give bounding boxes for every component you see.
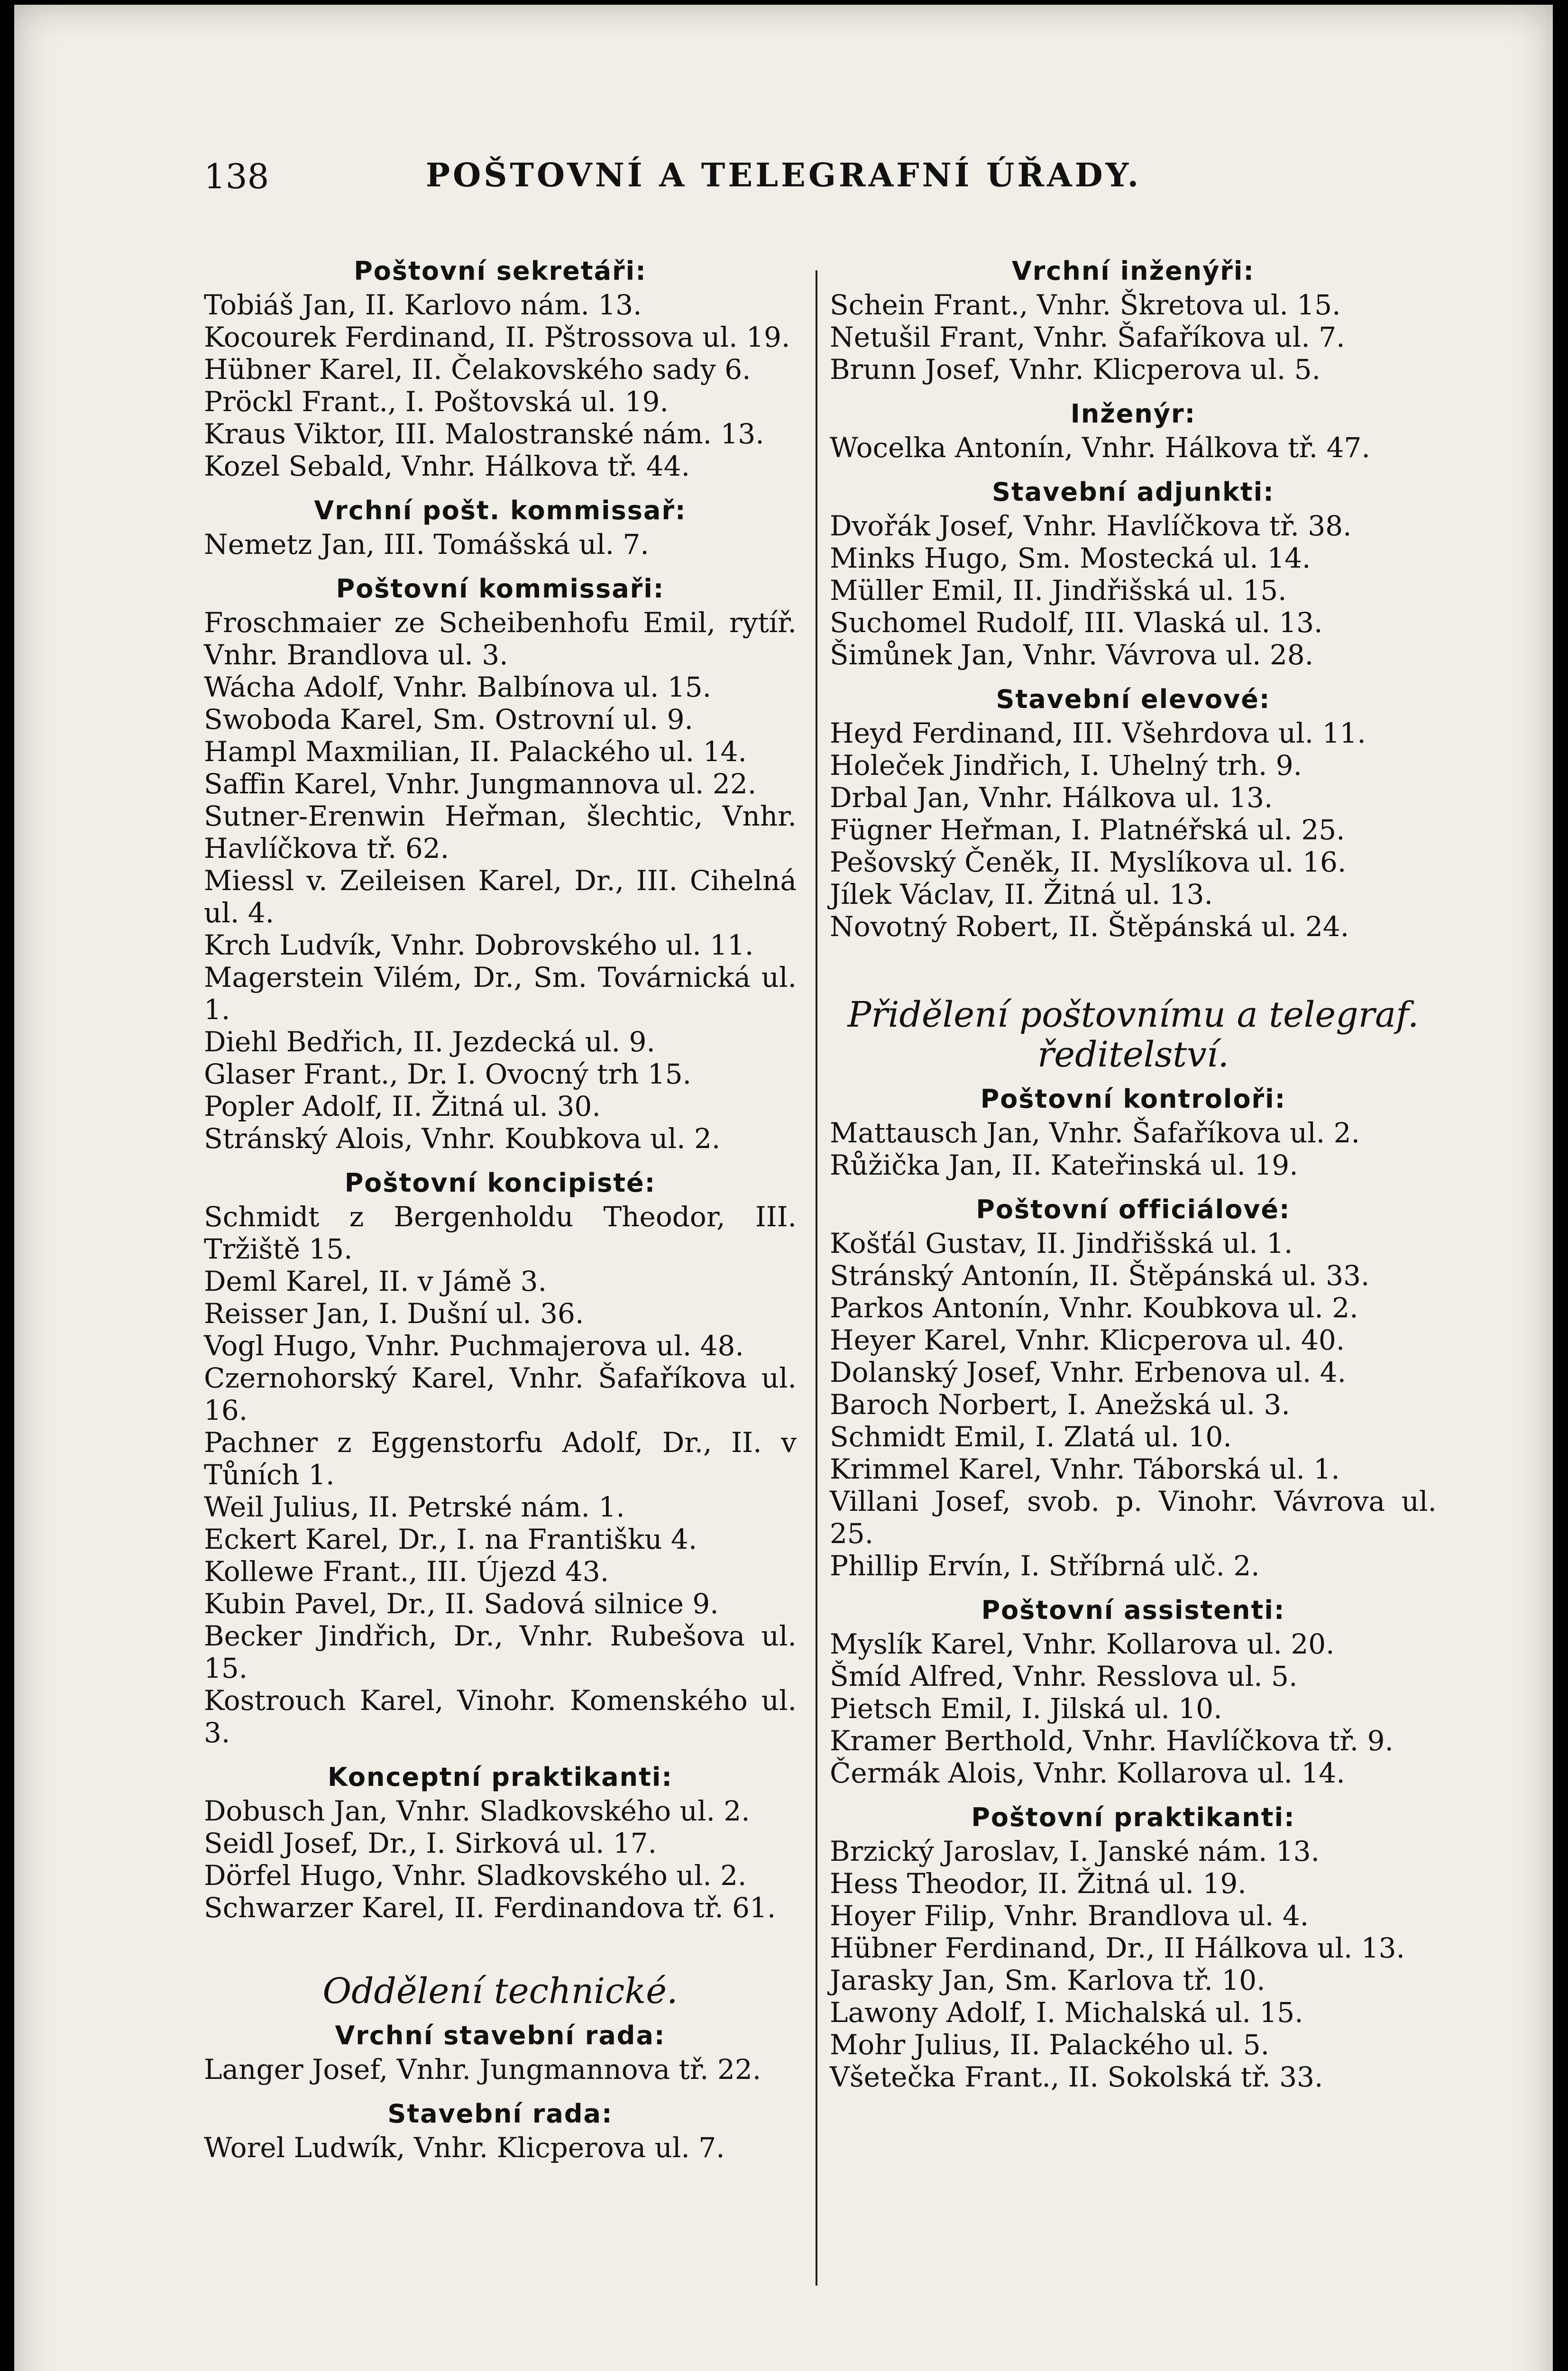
list-item: Lawony Adolf, I. Michalská ul. 15. xyxy=(830,1996,1303,2029)
list-item: Kocourek Ferdinand, II. Pštrossova ul. 19. xyxy=(204,321,790,353)
list-item: Wocelka Antonín, Vnhr. Hálkova tř. 47. xyxy=(830,432,1370,464)
section-heading-directorate: Přidělení poštovnímu a telegraf. ředitelství. xyxy=(847,994,1419,1075)
list-item: Růžička Jan, II. Kateřinská ul. 19. xyxy=(830,1149,1298,1181)
list-item: Fügner Heřman, I. Platnéřská ul. 25. xyxy=(830,814,1345,846)
list-item: Jarasky Jan, Sm. Karlova tř. 10. xyxy=(830,1964,1265,1996)
section-title: Inženýr: xyxy=(1070,399,1196,429)
section-heading-technical: Oddělení technické. xyxy=(322,1971,678,2012)
list-item: Swoboda Karel, Sm. Ostrovní ul. 9. xyxy=(204,703,693,735)
list-item: Stránský Alois, Vnhr. Koubkova ul. 2. xyxy=(204,1122,721,1155)
list-item: Magerstein Vilém, Dr., Sm. Továrnická ul. 1. xyxy=(204,961,797,1026)
list-item: Schein Frant., Vnhr. Škretova ul. 15. xyxy=(830,289,1341,321)
section-title: Stavební adjunkti: xyxy=(992,477,1275,507)
page-header xyxy=(14,156,1553,209)
list-item: Reisser Jan, I. Dušní ul. 36. xyxy=(204,1297,584,1330)
staff-section xyxy=(204,2021,797,2086)
list-item: Holeček Jindřich, I. Uhelný trh. 9. xyxy=(830,749,1302,781)
list-item: Čermák Alois, Vnhr. Kollarova ul. 14. xyxy=(830,1757,1345,1789)
list-item: Pröckl Frant., I. Poštovská ul. 19. xyxy=(204,386,669,418)
list-item: Nemetz Jan, III. Tomášská ul. 7. xyxy=(204,528,649,561)
section-title: Vrchní stavební rada: xyxy=(335,2021,666,2050)
list-item: Wácha Adolf, Vnhr. Balbínova ul. 15. xyxy=(204,671,712,703)
list-item: Hoyer Filip, Vnhr. Brandlova ul. 4. xyxy=(830,1900,1309,1932)
list-item: Krimmel Karel, Vnhr. Táborská ul. 1. xyxy=(830,1453,1340,1485)
list-item: Eckert Karel, Dr., I. na Františku 4. xyxy=(204,1523,697,1555)
list-item: Dolanský Josef, Vnhr. Erbenova ul. 4. xyxy=(830,1356,1347,1388)
list-item: Phillip Ervín, I. Stříbrná ulč. 2. xyxy=(830,1550,1260,1582)
staff-section xyxy=(204,1762,797,1924)
list-item: Kramer Berthold, Vnhr. Havlíčkova tř. 9. xyxy=(830,1725,1394,1757)
section-title: Poštovní praktikanti: xyxy=(971,1802,1295,1832)
list-item: Všetečka Frant., II. Sokolská tř. 33. xyxy=(830,2061,1323,2093)
section-title: Stavební elevové: xyxy=(996,684,1271,714)
list-item: Kraus Viktor, III. Malostranské nám. 13. xyxy=(204,418,764,450)
list-item: Baroch Norbert, I. Anežská ul. 3. xyxy=(830,1388,1290,1421)
list-item: Myslík Karel, Vnhr. Kollarova ul. 20. xyxy=(830,1628,1335,1660)
section-title: Poštovní koncipisté: xyxy=(344,1168,656,1198)
list-item: Kozel Sebald, Vnhr. Hálkova tř. 44. xyxy=(204,450,690,482)
list-item: Jílek Václav, II. Žitná ul. 13. xyxy=(830,878,1213,910)
list-item: Dobusch Jan, Vnhr. Sladkovského ul. 2. xyxy=(204,1795,750,1827)
list-item: Miessl v. Zeileisen Karel, Dr., III. Cihelná ul. 4. xyxy=(204,864,797,929)
list-item: Schmidt z Bergenholdu Theodor, III. Tržiště 15. xyxy=(204,1201,797,1265)
staff-section xyxy=(204,496,797,561)
staff-section xyxy=(830,1084,1437,1181)
list-item: Czernohorský Karel, Vnhr. Šafaříkova ul. 16. xyxy=(204,1362,797,1426)
list-item: Worel Ludwík, Vnhr. Klicperova ul. 7. xyxy=(204,2132,725,2164)
staff-section xyxy=(830,1802,1437,2093)
list-item: Pietsch Emil, I. Jilská ul. 10. xyxy=(830,1692,1222,1725)
list-item: Parkos Antonín, Vnhr. Koubkova ul. 2. xyxy=(830,1292,1358,1324)
section-title: Poštovní kontroloři: xyxy=(980,1084,1286,1114)
list-item: Hübner Ferdinand, Dr., II Hálkova ul. 13. xyxy=(830,1932,1405,1964)
list-item: Stránský Antonín, II. Štěpánská ul. 33. xyxy=(830,1259,1370,1292)
list-item: Glaser Frant., Dr. I. Ovocný trh 15. xyxy=(204,1058,692,1090)
section-title: Konceptní praktikanti: xyxy=(328,1762,673,1792)
staff-section xyxy=(830,684,1437,943)
staff-section xyxy=(204,256,797,482)
list-item: Seidl Josef, Dr., I. Sirková ul. 17. xyxy=(204,1827,657,1859)
staff-section xyxy=(204,574,797,1155)
list-item: Košťál Gustav, II. Jindřišská ul. 1. xyxy=(830,1227,1293,1259)
list-item: Schwarzer Karel, II. Ferdinandova tř. 61. xyxy=(204,1892,776,1924)
list-item: Popler Adolf, II. Žitná ul. 30. xyxy=(204,1090,601,1122)
staff-section xyxy=(204,1168,797,1749)
list-item: Suchomel Rudolf, III. Vlaská ul. 13. xyxy=(830,607,1323,639)
list-item: Netušil Frant, Vnhr. Šafaříkova ul. 7. xyxy=(830,321,1345,353)
section-title: Vrchní pošt. kommissař: xyxy=(314,496,687,525)
list-item: Kubin Pavel, Dr., II. Sadová silnice 9. xyxy=(204,1588,719,1620)
list-item: Froschmaier ze Scheibenhofu Emil, rytíř. Vnhr. Brandlova ul. 3. xyxy=(204,607,797,671)
staff-section xyxy=(830,1195,1437,1582)
list-item: Hampl Maxmilian, II. Palackého ul. 14. xyxy=(204,735,747,768)
list-item: Becker Jindřich, Dr., Vnhr. Rubešova ul. 15. xyxy=(204,1620,797,1684)
running-title: POŠTOVNÍ A TELEGRAFNÍ ÚŘADY. xyxy=(425,156,1142,194)
list-item: Šmíd Alfred, Vnhr. Resslova ul. 5. xyxy=(830,1660,1298,1692)
section-title: Poštovní assistenti: xyxy=(981,1595,1285,1625)
list-item: Kostrouch Karel, Vinohr. Komenského ul. 3. xyxy=(204,1684,797,1749)
list-item: Novotný Robert, II. Štěpánská ul. 24. xyxy=(830,910,1349,943)
left-column xyxy=(204,256,797,2164)
list-item: Tobiáš Jan, II. Karlovo nám. 13. xyxy=(204,289,642,321)
list-item: Deml Karel, II. v Jámě 3. xyxy=(204,1265,547,1297)
section-title: Poštovní officiálové: xyxy=(976,1195,1291,1224)
list-item: Šimůnek Jan, Vnhr. Vávrova ul. 28. xyxy=(830,639,1314,671)
right-column xyxy=(830,256,1437,2093)
list-item: Saffin Karel, Vnhr. Jungmannova ul. 22. xyxy=(204,768,757,800)
column-divider xyxy=(816,270,817,2286)
page xyxy=(14,5,1553,2371)
list-item: Villani Josef, svob. p. Vinohr. Vávrova ul. 25. xyxy=(830,1485,1437,1550)
list-item: Heyd Ferdinand, III. Všehrdova ul. 11. xyxy=(830,717,1366,749)
list-item: Minks Hugo, Sm. Mostecká ul. 14. xyxy=(830,542,1311,574)
list-item: Schmidt Emil, I. Zlatá ul. 10. xyxy=(830,1421,1232,1453)
staff-section xyxy=(830,399,1437,464)
list-item: Drbal Jan, Vnhr. Hálkova ul. 13. xyxy=(830,781,1273,814)
section-title: Poštovní sekretáři: xyxy=(354,256,647,286)
list-item: Mohr Julius, II. Palackého ul. 5. xyxy=(830,2029,1270,2061)
list-item: Dvořák Josef, Vnhr. Havlíčkova tř. 38. xyxy=(830,510,1352,542)
section-title: Stavební rada: xyxy=(387,2099,613,2129)
list-item: Hübner Karel, II. Čelakovského sady 6. xyxy=(204,353,751,386)
list-item: Sutner-Erenwin Heřman, šlechtic, Vnhr. Havlíčkova tř. 62. xyxy=(204,800,797,864)
list-item: Krch Ludvík, Vnhr. Dobrovského ul. 11. xyxy=(204,929,754,961)
staff-section xyxy=(830,477,1437,671)
list-item: Dörfel Hugo, Vnhr. Sladkovského ul. 2. xyxy=(204,1859,747,1892)
page-number: 138 xyxy=(204,156,269,196)
section-title: Poštovní kommissaři: xyxy=(336,574,665,604)
section-title: Vrchní inženýři: xyxy=(1011,256,1255,286)
list-item: Heyer Karel, Vnhr. Klicperova ul. 40. xyxy=(830,1324,1345,1356)
list-item: Kollewe Frant., III. Újezd 43. xyxy=(204,1555,609,1588)
list-item: Mattausch Jan, Vnhr. Šafaříkova ul. 2. xyxy=(830,1117,1360,1149)
staff-section xyxy=(830,1595,1437,1789)
staff-section xyxy=(830,256,1437,386)
list-item: Müller Emil, II. Jindřišská ul. 15. xyxy=(830,574,1287,607)
list-item: Langer Josef, Vnhr. Jungmannova tř. 22. xyxy=(204,2053,761,2086)
staff-section xyxy=(204,2099,797,2164)
list-item: Brzický Jaroslav, I. Janské nám. 13. xyxy=(830,1835,1320,1867)
list-item: Brunn Josef, Vnhr. Klicperova ul. 5. xyxy=(830,353,1321,386)
list-item: Vogl Hugo, Vnhr. Puchmajerova ul. 48. xyxy=(204,1330,744,1362)
list-item: Pešovský Čeněk, II. Myslíkova ul. 16. xyxy=(830,846,1347,878)
list-item: Weil Julius, II. Petrské nám. 1. xyxy=(204,1491,625,1523)
list-item: Diehl Bedřich, II. Jezdecká ul. 9. xyxy=(204,1026,655,1058)
list-item: Pachner z Eggenstorfu Adolf, Dr., II. v Tůních 1. xyxy=(204,1426,797,1491)
list-item: Hess Theodor, II. Žitná ul. 19. xyxy=(830,1867,1247,1900)
